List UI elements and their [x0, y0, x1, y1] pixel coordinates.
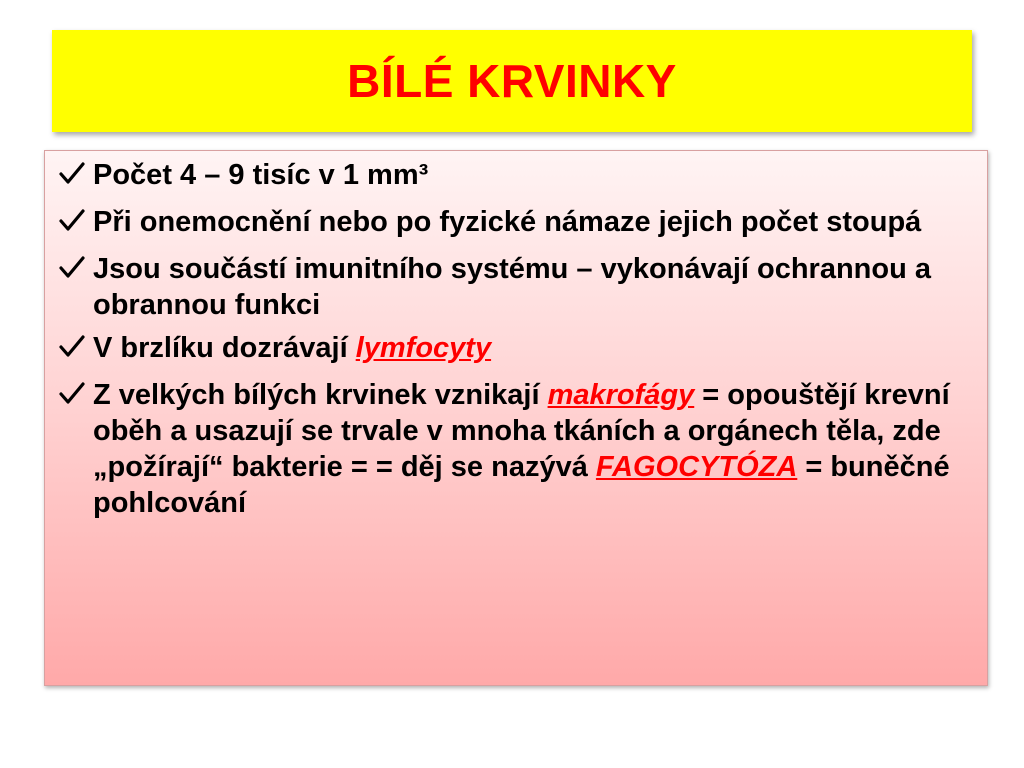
bullet-item-thymus	[59, 330, 973, 370]
bullet-text	[93, 377, 973, 521]
bullet-item-illness	[59, 204, 973, 244]
slide-title: BÍLÉ KRVINKY	[347, 55, 677, 107]
bullet-text	[93, 330, 973, 366]
emphasis-macrophages: makrofágy	[547, 379, 695, 411]
emphasis-lymphocytes: lymfocyty	[355, 332, 492, 364]
bullet-item-macrophages	[59, 377, 973, 521]
bullet-text: Jsou součástí imunitního systému – vykonávají ochrannou a obrannou funkci	[93, 253, 931, 321]
title-banner	[52, 30, 972, 132]
bullet-text: Při onemocnění nebo po fyzické námaze jejich počet stoupá	[93, 206, 922, 238]
bullet-item-count	[59, 157, 973, 197]
bullet-text-plain: = buněčné pohlcování	[93, 451, 950, 519]
checkmark-icon	[59, 204, 93, 244]
bullet-text-plain: = opouštějí krevní oběh a usazují se trvale v mnoha tkáních a orgánech těla, zde „požírají“ bakterie = = děj se nazývá	[93, 379, 950, 483]
bullet-item-immune-system	[59, 251, 973, 323]
content-box	[44, 150, 988, 686]
bullet-text-plain: Z velkých bílých krvinek vznikají	[93, 379, 548, 411]
bullet-text-plain: V brzlíku dozrávají	[93, 332, 356, 364]
bullet-text: Počet 4 – 9 tisíc v 1 mm³	[93, 159, 429, 191]
checkmark-icon	[59, 377, 93, 417]
bullet-list	[59, 157, 973, 521]
checkmark-icon	[59, 330, 93, 370]
checkmark-icon	[59, 157, 93, 197]
checkmark-icon	[59, 251, 93, 291]
emphasis-phagocytosis: FAGOCYTÓZA	[595, 451, 798, 483]
